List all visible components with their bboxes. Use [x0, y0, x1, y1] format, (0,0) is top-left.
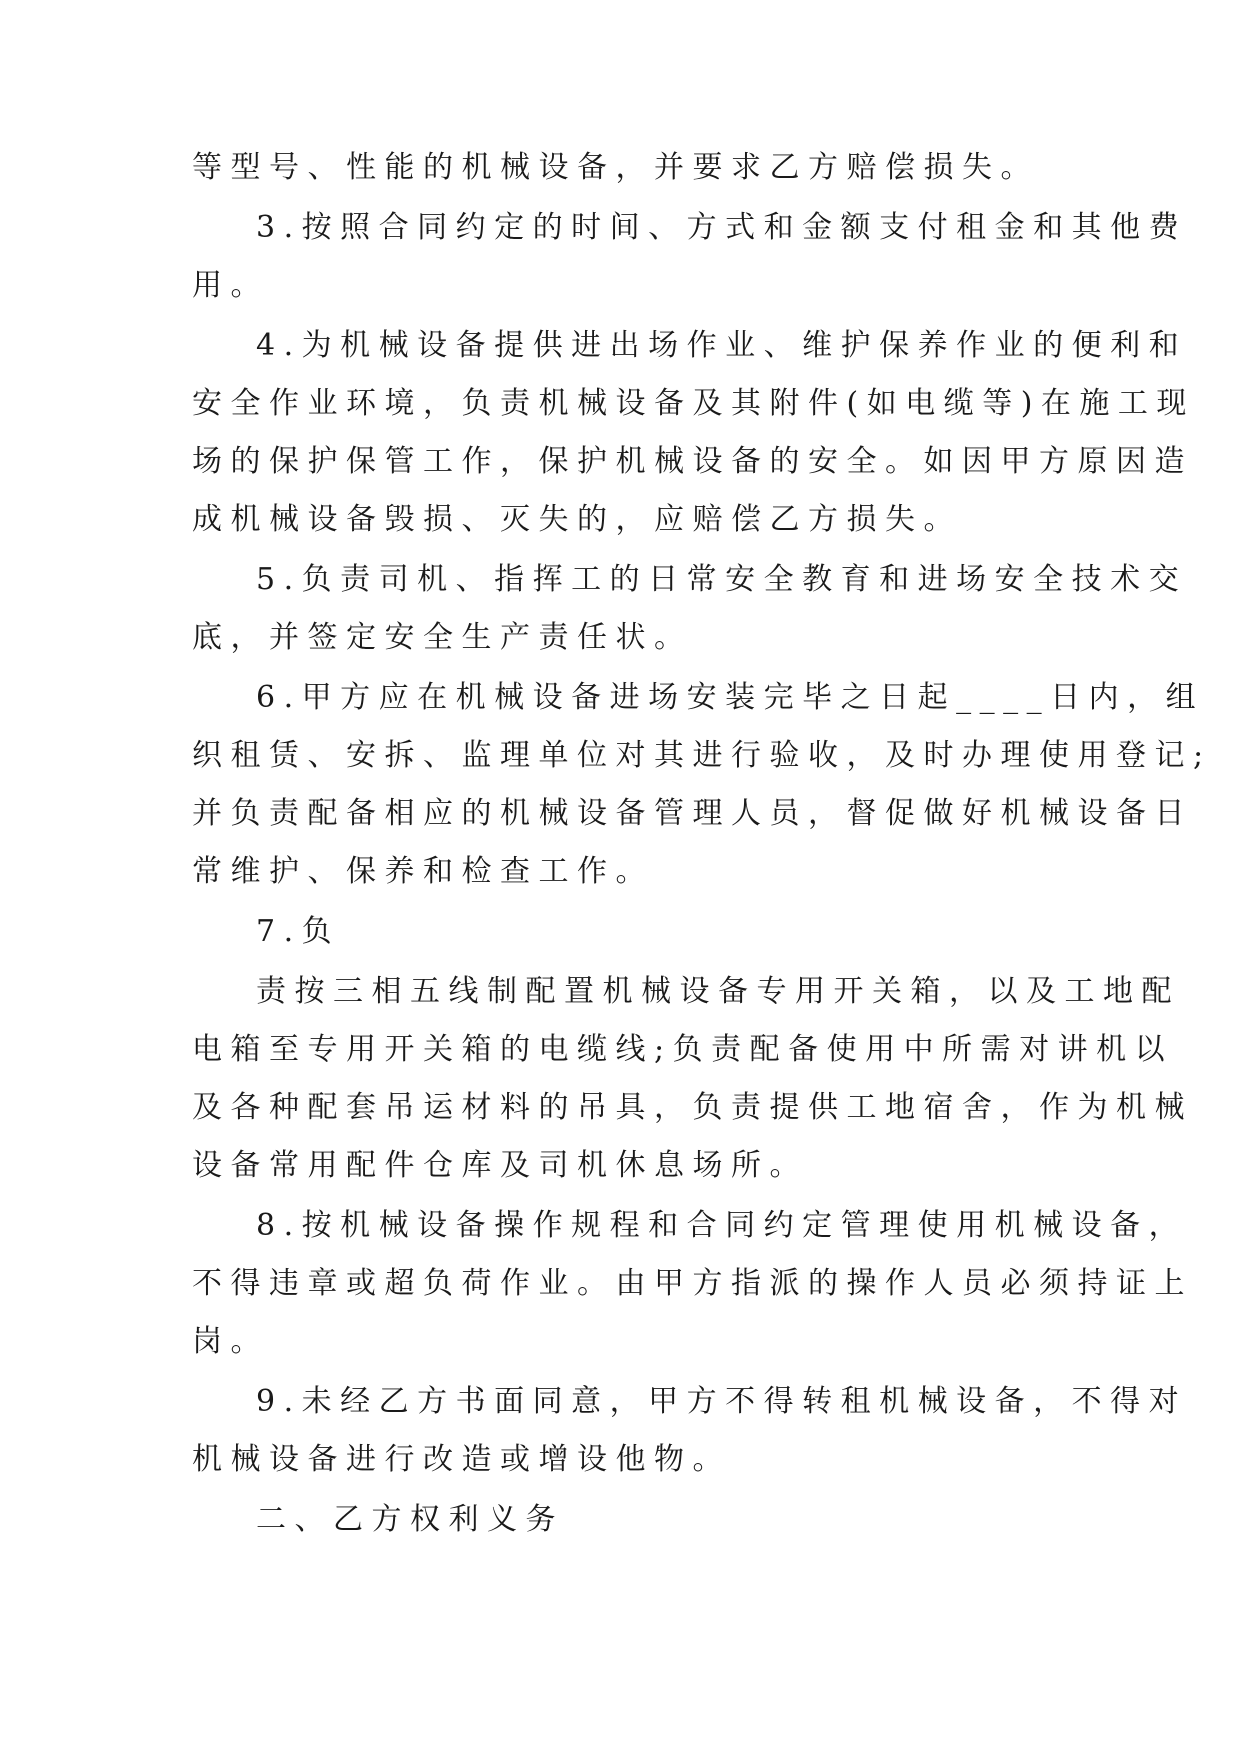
text-line: 岗。: [192, 1324, 269, 1359]
text-line: 不得违章或超负荷作业。由甲方指派的操作人员必须持证上: [192, 1266, 1193, 1301]
text-line: 成机械设备毁损、灭失的，应赔偿乙方损失。: [192, 502, 962, 537]
clause-4: 4.为机械设备提供进出场作业、维护保养作业的便利和: [256, 328, 1188, 363]
text-line: 及各种配套吊运材料的吊具，负责提供工地宿舍，作为机械: [192, 1090, 1193, 1125]
clause-8: 8.按机械设备操作规程和合同约定管理使用机械设备，: [256, 1208, 1188, 1243]
clause-7: 7.负: [256, 914, 341, 949]
clause-9: 9.未经乙方书面同意，甲方不得转租机械设备，不得对: [256, 1384, 1188, 1419]
text-line: 安全作业环境，负责机械设备及其附件(如电缆等)在施工现: [192, 386, 1195, 421]
section-heading: 二、乙方权利义务: [256, 1502, 564, 1537]
text-line: 底，并签定安全生产责任状。: [192, 620, 693, 655]
text-line: 常维护、保养和检查工作。: [192, 854, 654, 889]
text-line: 用。: [192, 268, 269, 303]
clause-6: 6.甲方应在机械设备进场安装完毕之日起____日内，组: [256, 680, 1205, 715]
text-line: 机械设备进行改造或增设他物。: [192, 1442, 731, 1477]
text-line: 等型号、性能的机械设备，并要求乙方赔偿损失。: [192, 150, 1039, 185]
clause-3: 3.按照合同约定的时间、方式和金额支付租金和其他费: [256, 210, 1188, 245]
text-line: 并负责配备相应的机械设备管理人员，督促做好机械设备日: [192, 796, 1193, 831]
text-line: 责按三相五线制配置机械设备专用开关箱，以及工地配: [256, 974, 1180, 1009]
text-line: 场的保护保管工作，保护机械设备的安全。如因甲方原因造: [192, 444, 1193, 479]
text-line: 设备常用配件仓库及司机休息场所。: [192, 1148, 808, 1183]
text-line: 织租赁、安拆、监理单位对其进行验收，及时办理使用登记;: [192, 738, 1212, 773]
text-line: 电箱至专用开关箱的电缆线;负责配备使用中所需对讲机以: [192, 1032, 1174, 1067]
clause-5: 5.负责司机、指挥工的日常安全教育和进场安全技术交: [256, 562, 1188, 597]
